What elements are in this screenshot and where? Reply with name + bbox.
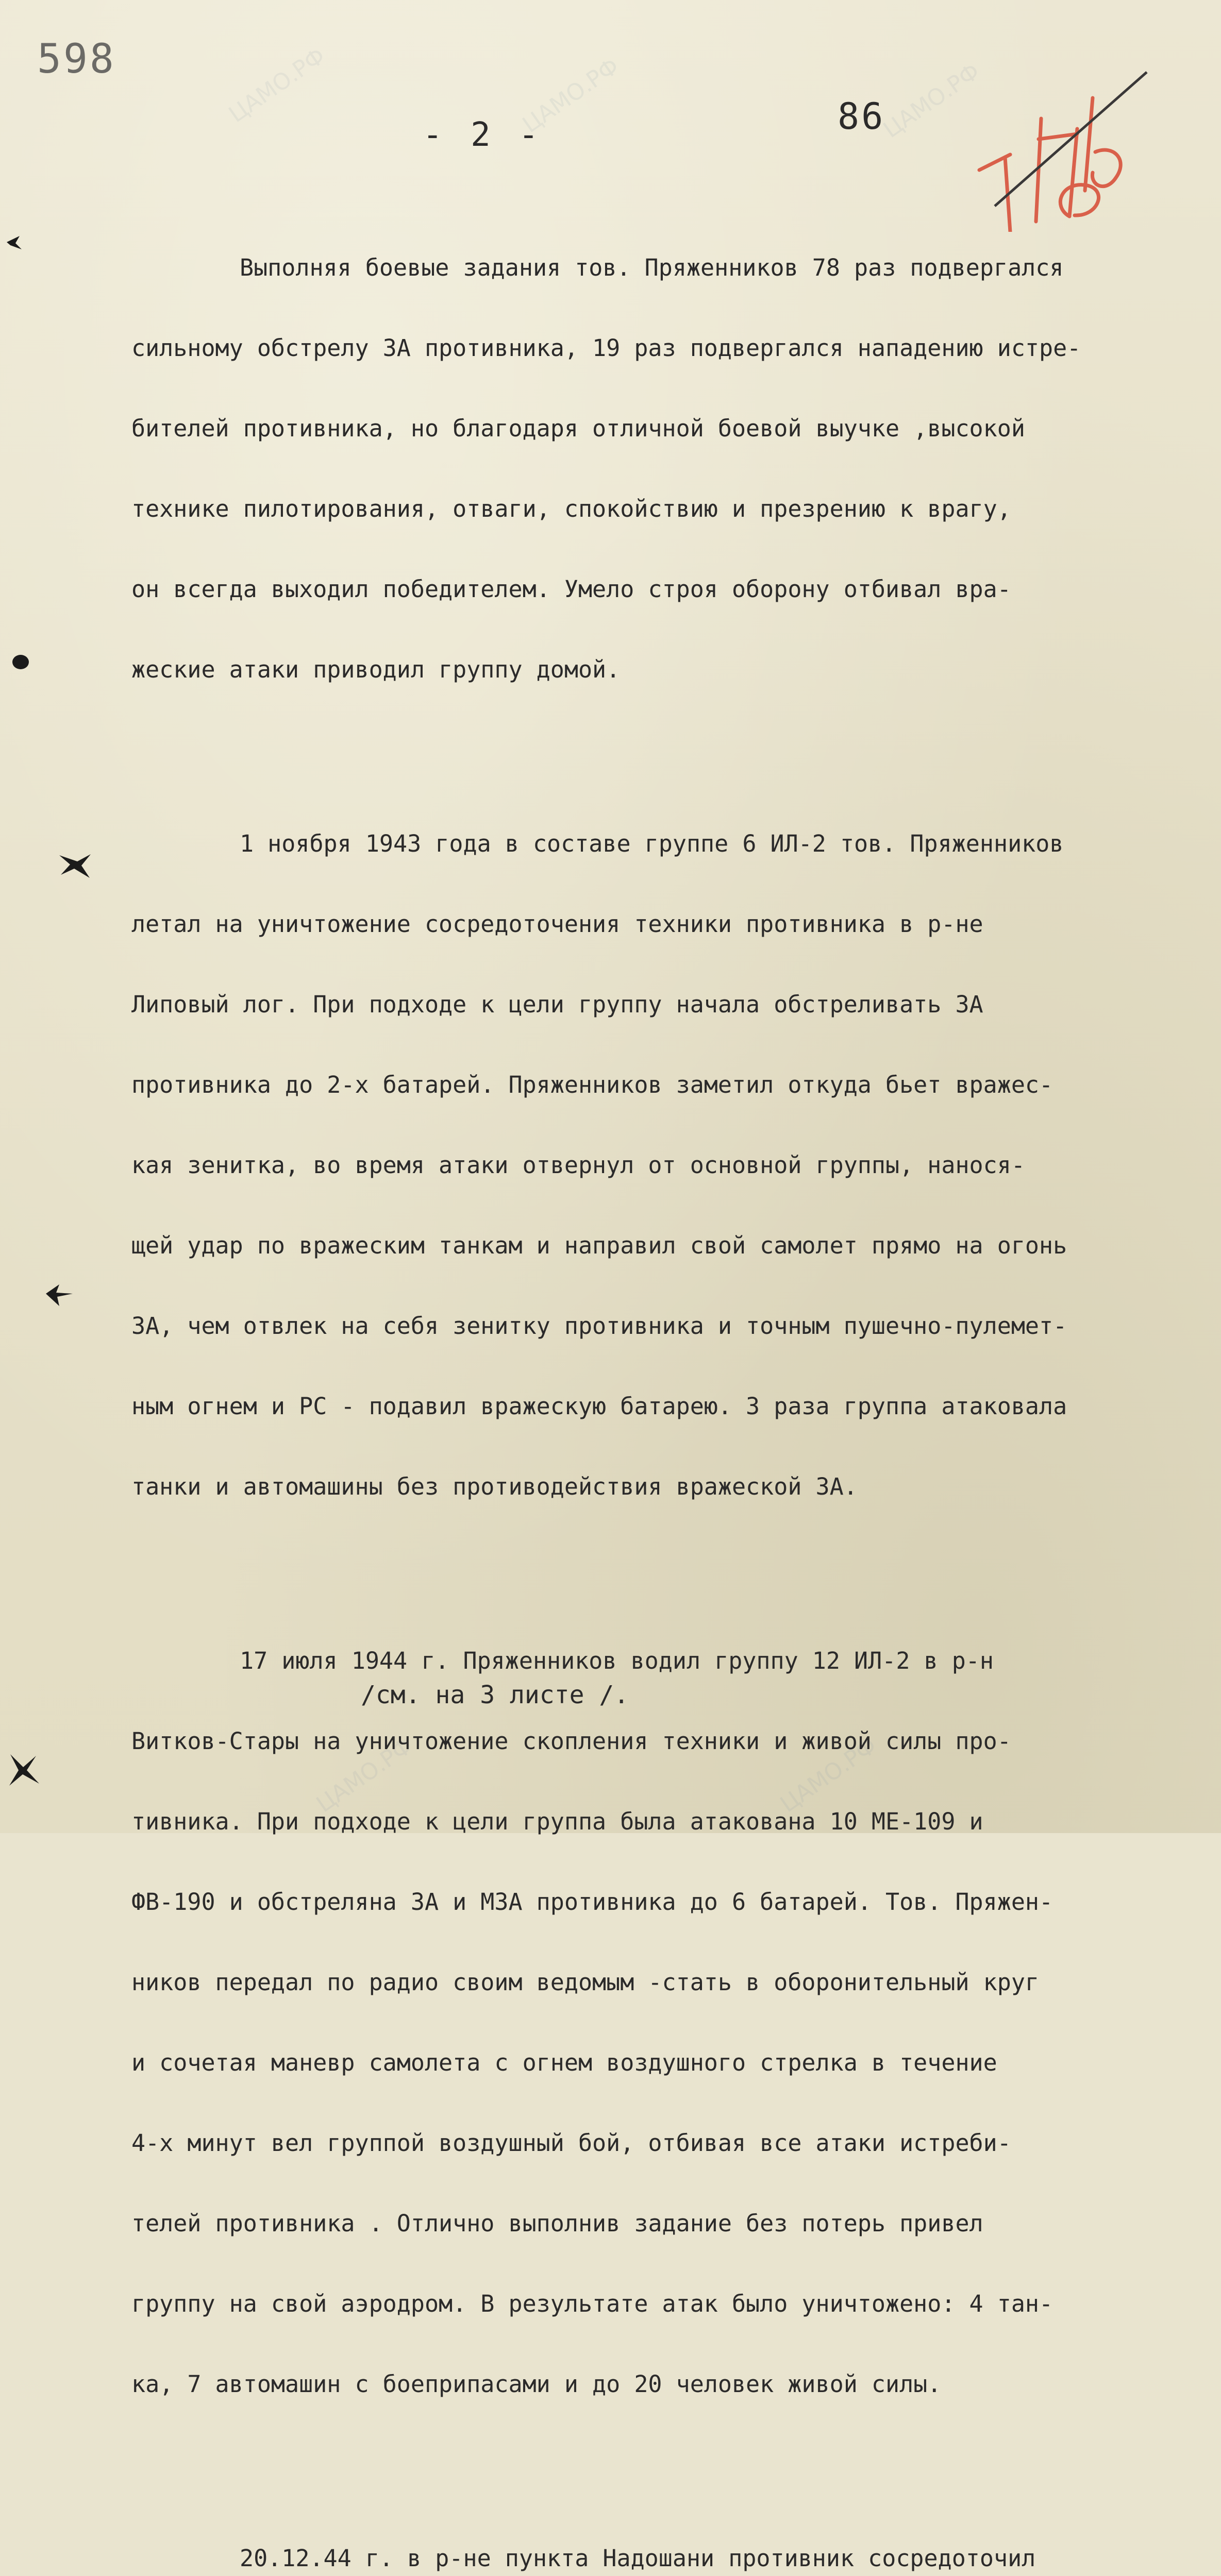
page-number: - 2 - <box>423 116 543 154</box>
text-line: противника до 2-х батарей. Пряженников заметил откуда бьет вражес- <box>131 1072 1053 1098</box>
text-line: тивника. При подходе к цели группа была атакована 10 МЕ-109 и <box>131 1808 983 1835</box>
text-line: технике пилотирования, отваги, спокойствию и презрению к врагу, <box>131 496 1011 522</box>
watermark: ЦАМО.РФ <box>311 1732 418 1818</box>
paragraph-4 <box>131 2492 1193 2576</box>
watermark: ЦАМО.РФ <box>878 58 985 144</box>
text-line: он всегда выходил победителем. Умело строя оборону отбивал вра- <box>131 576 1011 603</box>
text-line: группу на свой аэродром. В результате атак было уничтожено: 4 тан- <box>131 2291 1053 2317</box>
archive-number: 598 <box>37 36 116 82</box>
binding-hole-mark <box>4 232 25 252</box>
watermark: ЦАМО.РФ <box>517 53 624 139</box>
text-line: 17 июля 1944 г. Пряженников водил группу 12 ИЛ-2 в р-н <box>240 1648 994 1674</box>
text-line: 1 ноября 1943 года в составе группе 6 ИЛ-2 тов. Пряженников <box>240 831 1064 857</box>
sheet-number: 86 <box>838 95 885 138</box>
text-line: ка, 7 автомашин с боеприпасами и до 20 человек живой силы. <box>131 2371 942 2398</box>
document-body <box>131 201 1193 2576</box>
text-line: ЗА, чем отвлек на себя зенитку противника и точным пушечно-пулемет- <box>131 1313 1067 1340</box>
binding-hole-mark <box>44 1280 75 1309</box>
text-line: жеские атаки приводил группу домой. <box>131 656 621 683</box>
binding-hole-mark <box>57 850 93 881</box>
paragraph-1 <box>131 201 1193 737</box>
paragraph-3 <box>131 1594 1193 2451</box>
text-line: ФВ-190 и обстреляна ЗА и МЗА противника до 6 батарей. Тов. Пряжен- <box>131 1889 1053 1916</box>
paragraph-2 <box>131 777 1193 1554</box>
text-line: сильному обстрелу ЗА противника, 19 раз подвергался нападению истре- <box>131 335 1081 362</box>
text-line: ным огнем и РС - подавил вражескую батарею. 3 раза группа атаковала <box>131 1393 1067 1420</box>
binding-hole-mark <box>5 1752 41 1788</box>
text-line: 20.12.44 г. в р-не пункта Надошани противник сосредоточил <box>240 2545 1036 2572</box>
continued-note: /см. на 3 листе /. <box>361 1681 629 1709</box>
text-line: бителей противника, но благодаря отличной боевой выучке ,высокой <box>131 415 1025 442</box>
text-line: 4-х минут вел группой воздушный бой, отбивая все атаки истреби- <box>131 2130 1011 2157</box>
text-line: Выполняя боевые задания тов. Пряженников 78 раз подвергался <box>240 255 1064 281</box>
text-line: и сочетая маневр самолета с огнем воздушного стрелка в течение <box>131 2049 997 2076</box>
text-line: Липовый лог. При подходе к цели группу начала обстреливать ЗА <box>131 991 983 1018</box>
text-line: Витков-Стары на уничтожение скопления техники и живой силы про- <box>131 1728 1011 1755</box>
text-line: телей противника . Отлично выполнив задание без потерь привел <box>131 2210 983 2237</box>
text-line: танки и автомашины без противодействия вражеской ЗА. <box>131 1473 858 1500</box>
watermark: ЦАМО.РФ <box>775 1732 882 1818</box>
text-line: ников передал по радио своим ведомым -стать в оборонительный круг <box>131 1969 1039 1996</box>
binding-hole-mark <box>10 652 31 672</box>
watermark: ЦАМО.РФ <box>224 42 330 128</box>
text-line: кая зенитка, во время атаки отвернул от основной группы, нанося- <box>131 1152 1025 1179</box>
text-line: щей удар по вражеским танкам и направил свой самолет прямо на огонь <box>131 1232 1067 1259</box>
text-line: летал на уничтожение сосредоточения техники противника в р-не <box>131 911 983 938</box>
